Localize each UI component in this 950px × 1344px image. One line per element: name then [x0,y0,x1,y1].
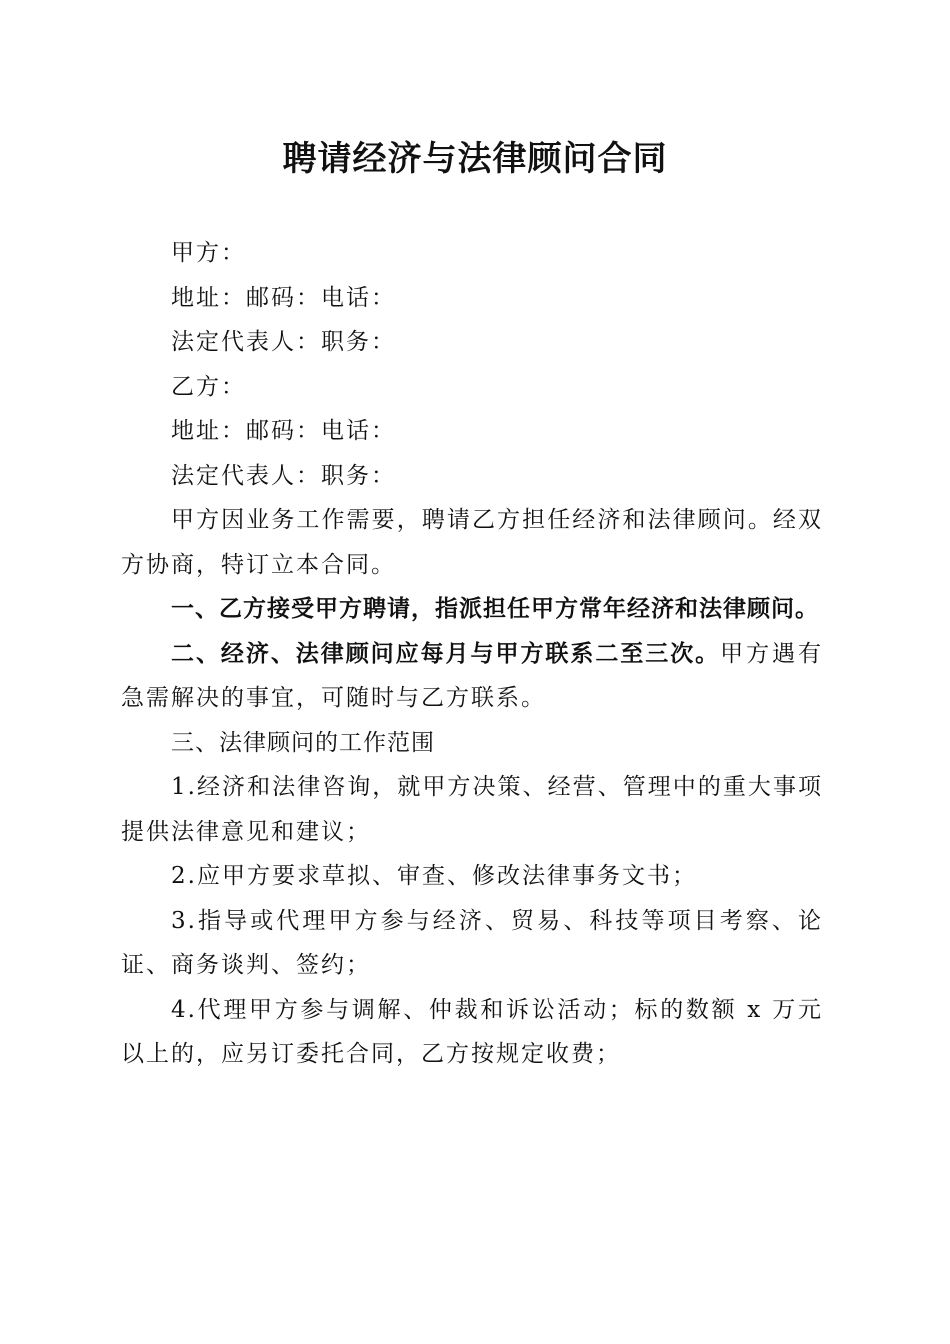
scope-item-4: 4.代理甲方参与调解、仲裁和诉讼活动；标的数额 x 万元以上的，应另订委托合同，乙方按规定收费； [121,996,823,1067]
scope-item-2: 2.应甲方要求草拟、审查、修改法律事务文书； [171,863,697,889]
party-a-label: 甲方： [171,240,246,266]
clause-1: 一、乙方接受甲方聘请，指派担任甲方常年经济和法律顾问。 [171,596,819,622]
document-title: 聘请经济与法律顾问合同 [282,139,668,179]
party-b-label: 乙方： [171,373,246,400]
clause-2-heading: 二、经济、法律顾问应每月与甲方联系二至三次。 [171,640,721,667]
party-b-address: 地址：邮码：电话： [171,418,396,444]
scope-item-3: 3.指导或代理甲方参与经济、贸易、科技等项目考察、论证、商务谈判、签约； [121,907,823,978]
document-body [121,231,823,1077]
intro-paragraph: 甲方因业务工作需要，聘请乙方担任经济和法律顾问。经双方协商，特订立本合同。 [121,507,823,578]
clause-2-text: 甲方遇有急需解决的事宜，可随时与乙方联系。 [121,640,824,711]
clause-3-heading: 三、法律顾问的工作范围 [171,729,435,756]
clause-2 [121,632,823,721]
scope-item-1: 1.经济和法律咨询，就甲方决策、经营、管理中的重大事项提供法律意见和建议； [121,774,823,845]
party-b-representative: 法定代表人：职务： [171,462,396,489]
party-a-address: 地址：邮码：电话： [171,284,396,311]
party-a-representative: 法定代表人：职务： [171,329,396,355]
